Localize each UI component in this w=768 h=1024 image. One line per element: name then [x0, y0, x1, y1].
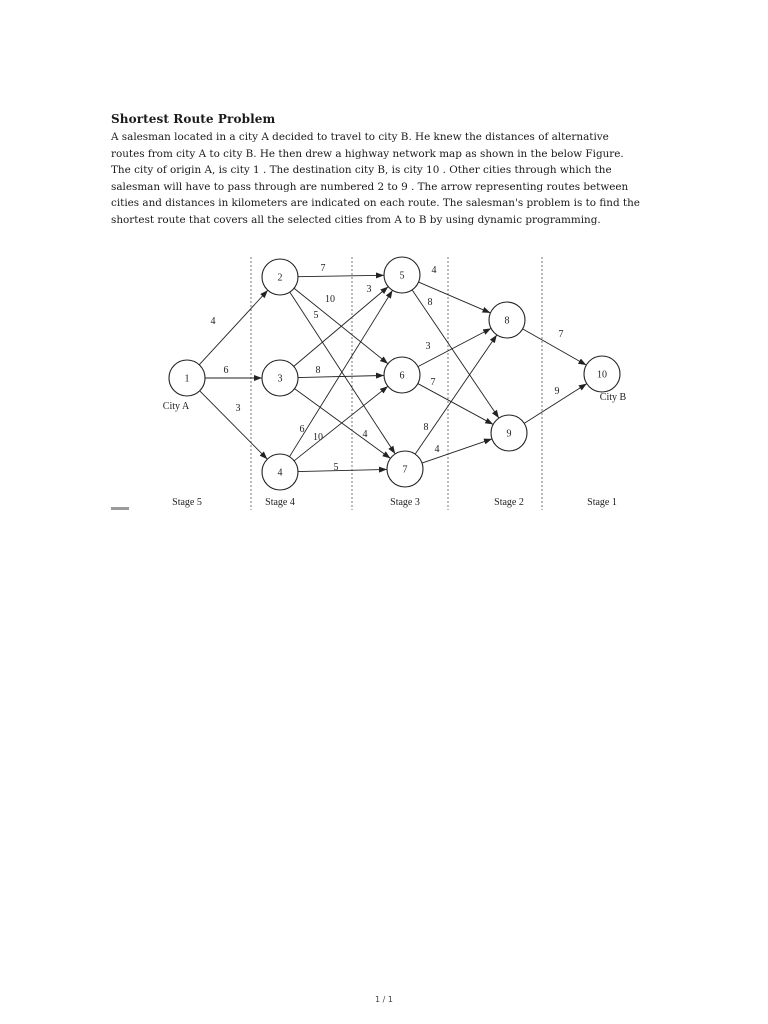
- route-distance-label: 8: [423, 422, 429, 433]
- page-mark: [111, 507, 129, 510]
- city-node-7: [387, 451, 423, 487]
- route-8-to-10: [523, 329, 587, 365]
- route-2-to-5: [298, 275, 384, 276]
- route-distance-label: 7: [320, 263, 326, 274]
- route-distance-label: 9: [554, 386, 560, 397]
- city-node-label: 8: [504, 315, 510, 327]
- city-node-label: 3: [277, 373, 283, 385]
- stage-label: Stage 5: [172, 497, 202, 508]
- paragraph-line: routes from city A to city B. He then drew a highway network map as shown in the below Figure.: [111, 147, 624, 160]
- route-3-to-6: [298, 375, 384, 377]
- route-distance-label: 3: [235, 403, 241, 414]
- city-node-3: [262, 360, 298, 396]
- route-distance-label: 6: [223, 365, 229, 376]
- route-distance-label: 10: [325, 294, 335, 305]
- paragraph-line: A salesman located in a city A decided to travel to city B. He knew the distances of alternative: [111, 131, 609, 143]
- city-node-label: 9: [506, 428, 512, 440]
- route-distance-label: 6: [299, 424, 305, 435]
- stage-label: Stage 4: [265, 497, 295, 508]
- city-node-label: 10: [597, 369, 607, 381]
- route-3-to-5: [294, 287, 388, 367]
- city-node-label: 1: [184, 373, 190, 385]
- city-node-label: 7: [402, 464, 408, 476]
- paragraph-line: shortest route that covers all the selected cities from A to B by using dynamic programming.: [111, 213, 601, 226]
- route-distance-label: 4: [362, 429, 368, 440]
- route-distance-label: 4: [210, 316, 216, 327]
- city-node-label: 6: [399, 370, 405, 382]
- route-4-to-6: [294, 386, 388, 461]
- stage-label: Stage 1: [587, 497, 617, 508]
- city-node-8: [489, 302, 525, 338]
- route-distance-label: 4: [431, 265, 437, 276]
- page-indicator: 1 / 1: [375, 995, 393, 1004]
- stage-label: Stage 2: [494, 497, 524, 508]
- route-distance-label: 8: [427, 297, 433, 308]
- route-distance-label: 4: [434, 444, 440, 455]
- city-node-10: [584, 356, 620, 392]
- city-node-1: [169, 360, 205, 396]
- city-node-2: [262, 259, 298, 295]
- route-distance-label: 3: [366, 284, 372, 295]
- city-name-label: City B: [599, 392, 627, 403]
- route-distance-label: 7: [558, 329, 564, 340]
- route-2-to-7: [290, 292, 395, 454]
- route-3-to-7: [295, 389, 391, 459]
- route-distance-label: 8: [315, 365, 321, 376]
- route-1-to-2: [199, 290, 268, 365]
- city-node-5: [384, 257, 420, 293]
- paragraph-line: cities and distances in kilometers are indicated on each route. The salesman's problem is to find the: [111, 197, 640, 209]
- city-node-label: 4: [277, 467, 283, 479]
- city-name-label: City A: [162, 401, 190, 412]
- city-node-label: 5: [399, 270, 405, 282]
- stage-label: Stage 3: [390, 497, 420, 508]
- route-distance-label: 5: [333, 462, 339, 473]
- route-7-to-9: [422, 439, 492, 463]
- city-node-9: [491, 415, 527, 451]
- route-5-to-9: [412, 290, 499, 418]
- city-node-6: [384, 357, 420, 393]
- route-4-to-7: [298, 469, 387, 471]
- route-7-to-8: [415, 335, 497, 454]
- document-title: Shortest Route Problem: [111, 112, 276, 126]
- city-node-4: [262, 454, 298, 490]
- city-node-label: 2: [277, 272, 283, 284]
- route-6-to-9: [418, 384, 493, 425]
- route-distance-label: 10: [313, 432, 323, 443]
- paragraph-line: salesman will have to pass through are numbered 2 to 9 . The arrow representing routes between: [111, 180, 629, 193]
- route-1-to-4: [200, 391, 268, 459]
- paragraph-line: The city of origin A, is city 1 . The destination city B, is city 10 . Other cities through which the: [111, 164, 612, 176]
- route-distance-label: 3: [425, 341, 431, 352]
- route-distance-label: 7: [430, 377, 436, 388]
- route-distance-label: 5: [313, 310, 319, 321]
